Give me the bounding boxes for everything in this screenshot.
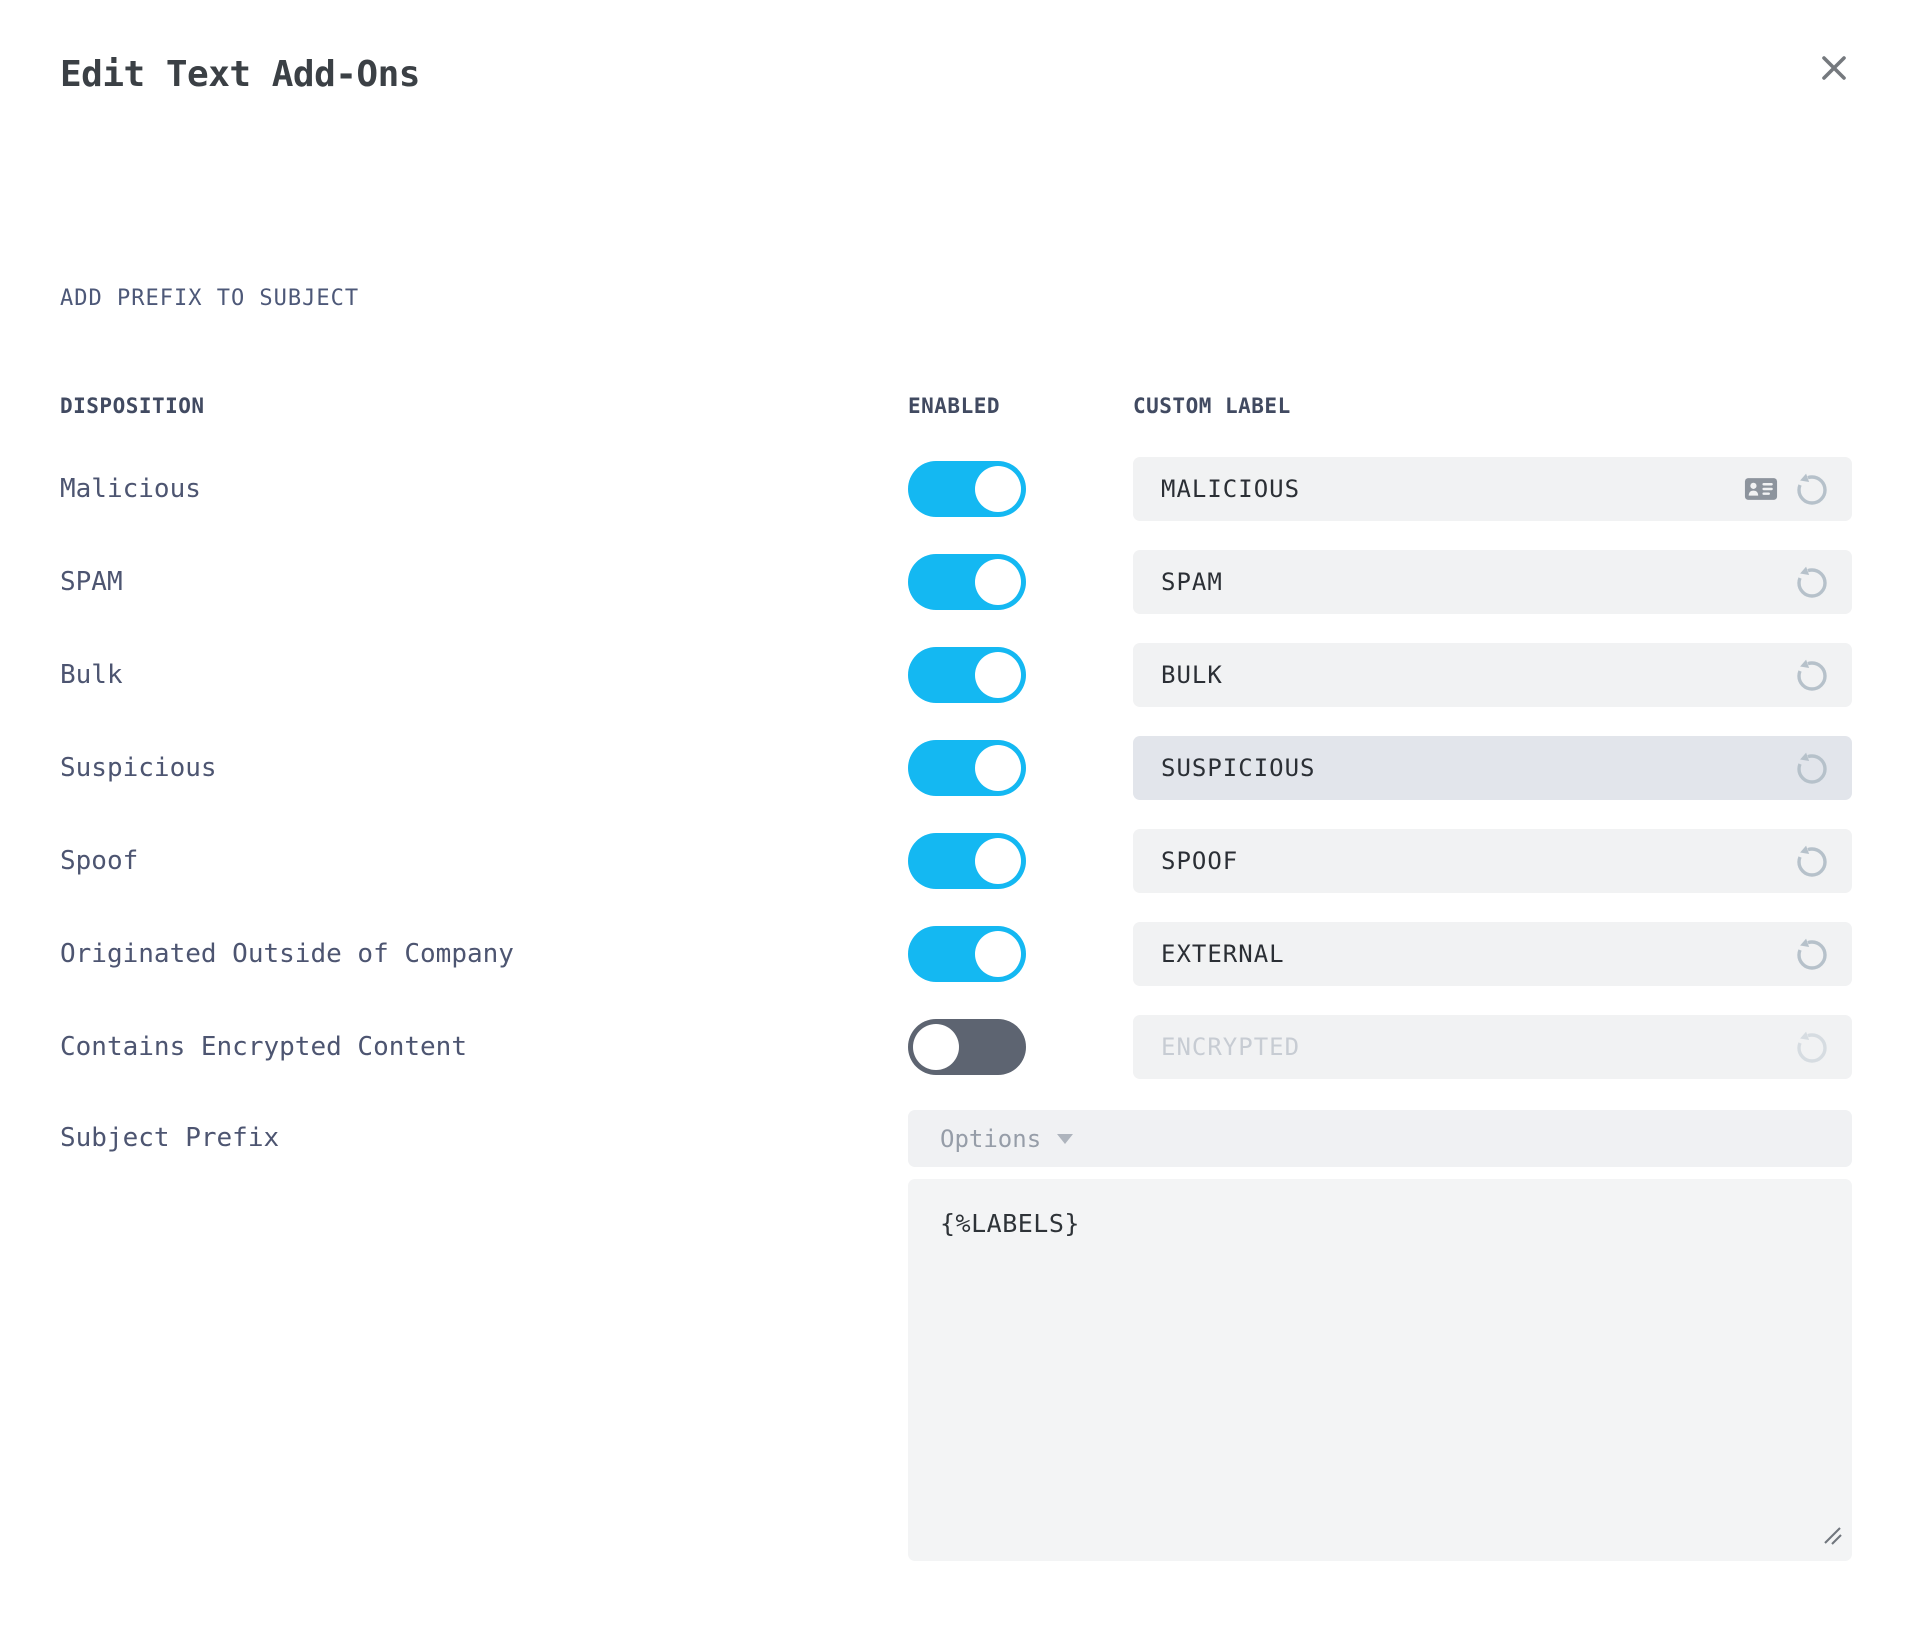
custom-label-value: SPOOF [1161,846,1239,875]
custom-label-field-external[interactable] [1133,922,1852,986]
table-row [60,442,1852,535]
custom-label-field-malicious[interactable] [1133,457,1852,521]
table-row [60,814,1852,907]
options-dropdown[interactable] [908,1110,1852,1167]
disposition-label-spam: SPAM [60,566,123,597]
reset-icon[interactable] [1792,934,1832,974]
custom-label-value: ENCRYPTED [1161,1032,1301,1061]
custom-label-field-suspicious[interactable] [1133,736,1852,800]
close-button[interactable] [1814,48,1854,88]
reset-icon[interactable] [1792,841,1832,881]
table-row [60,907,1852,1000]
toggle-knob [913,1024,959,1070]
custom-label-field-spoof[interactable] [1133,829,1852,893]
reset-icon[interactable] [1792,469,1832,509]
toggle-bulk[interactable] [908,647,1026,703]
chevron-down-icon [1057,1134,1073,1144]
subject-prefix-row [60,1110,1852,1561]
table-row [60,628,1852,721]
toggle-spoof[interactable] [908,833,1026,889]
contact-card-icon[interactable] [1744,475,1778,502]
custom-label-value: BULK [1161,660,1223,689]
disposition-label-encrypted: Contains Encrypted Content [60,1031,467,1062]
table-header [60,394,1852,418]
disposition-rows [60,442,1852,1093]
toggle-knob [975,652,1021,698]
custom-label-value: EXTERNAL [1161,939,1285,968]
toggle-external[interactable] [908,926,1026,982]
column-header-custom-label: CUSTOM LABEL [1133,394,1291,418]
column-header-disposition: DISPOSITION [60,394,205,418]
toggle-encrypted[interactable] [908,1019,1026,1075]
subject-prefix-textarea[interactable] [908,1179,1852,1561]
toggle-knob [975,838,1021,884]
reset-icon [1792,1027,1832,1067]
toggle-spam[interactable] [908,554,1026,610]
reset-icon[interactable] [1792,655,1832,695]
custom-label-field-spam[interactable] [1133,550,1852,614]
custom-label-value: SPAM [1161,567,1223,596]
toggle-knob [975,559,1021,605]
custom-label-value: MALICIOUS [1161,474,1301,503]
custom-label-field-bulk[interactable] [1133,643,1852,707]
toggle-knob [975,931,1021,977]
toggle-malicious[interactable] [908,461,1026,517]
table-row [60,535,1852,628]
dialog-title: Edit Text Add-Ons [60,54,420,95]
disposition-label-spoof: Spoof [60,845,139,876]
disposition-label-malicious: Malicious [60,473,201,504]
custom-label-value: SUSPICIOUS [1161,753,1316,782]
table-row [60,1000,1852,1093]
table-row [60,721,1852,814]
toggle-knob [975,466,1021,512]
disposition-label-bulk: Bulk [60,659,123,690]
options-dropdown-label: Options [940,1124,1042,1153]
reset-icon[interactable] [1792,562,1832,602]
reset-icon[interactable] [1792,748,1832,788]
toggle-suspicious[interactable] [908,740,1026,796]
disposition-label-suspicious: Suspicious [60,752,217,783]
section-heading: ADD PREFIX TO SUBJECT [60,286,360,311]
subject-prefix-label: Subject Prefix [60,1123,280,1153]
toggle-knob [975,745,1021,791]
disposition-label-external: Originated Outside of Company [60,938,514,969]
custom-label-field-encrypted [1133,1015,1852,1079]
close-icon [1819,53,1849,83]
column-header-enabled: ENABLED [908,394,1001,418]
